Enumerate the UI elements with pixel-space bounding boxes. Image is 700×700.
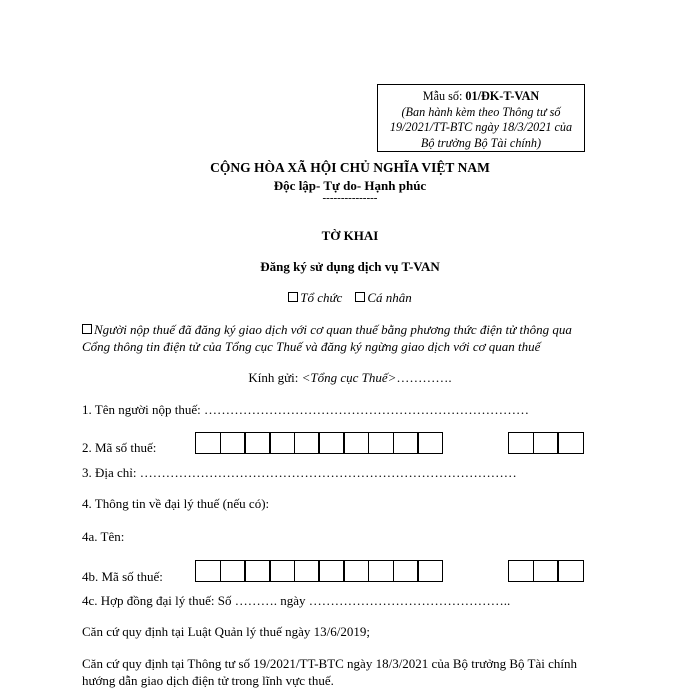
agent-branch-digit-box[interactable] [533,560,559,582]
agent-tax-code-digit-box[interactable] [269,560,295,582]
organization-checkbox[interactable] [288,292,298,302]
legal-basis-1: Căn cứ quy định tại Luật Quản lý thuế ngày 13/6/2019; [82,624,370,639]
agent-tax-code-branch-boxes[interactable] [508,560,582,582]
tax-code-digit-box[interactable] [294,432,320,454]
tax-code-digit-box[interactable] [368,432,394,454]
tax-code-branch-boxes[interactable] [508,432,582,454]
tax-code-digit-box[interactable] [220,432,246,454]
deregistration-checkbox[interactable] [82,324,92,334]
agent-tax-code-digit-box[interactable] [343,560,369,582]
legal-basis-2-line1: Căn cứ quy định tại Thông tư số 19/2021/TT-BTC ngày 18/3/2021 của Bộ trưởng Bộ Tài chính [82,656,578,671]
form-number-label: Mẫu số: [422,89,466,103]
agent-tax-code-digit-box[interactable] [195,560,221,582]
agent-tax-code-digit-box[interactable] [220,560,246,582]
greeting-dots: …………. [396,370,452,385]
tax-code-digit-box[interactable] [318,432,344,454]
tax-code-label: 2. Mã số thuế: [82,440,157,455]
agent-tax-code-boxes[interactable] [195,560,442,582]
agent-tax-code-digit-box[interactable] [318,560,344,582]
agent-tax-code-label: 4b. Mã số thuế: [82,569,163,584]
tax-code-digit-box[interactable] [343,432,369,454]
tax-code-digit-box[interactable] [244,432,270,454]
tax-code-digit-box[interactable] [417,432,443,454]
tax-code-digit-box[interactable] [393,432,419,454]
tax-code-digit-box[interactable] [195,432,221,454]
branch-digit-box[interactable] [508,432,534,454]
legal-basis-2-line2: hướng dẫn giao dịch điện tử trong lĩnh vực thuế. [82,673,334,688]
agent-tax-code-digit-box[interactable] [244,560,270,582]
deregistration-note-text: Người nộp thuế đã đăng ký giao dịch với cơ quan thuế bằng phương thức điện tử thông qua [94,322,572,337]
individual-option[interactable] [355,290,411,305]
deregistration-note-line1 [82,322,572,338]
agent-tax-code-digit-box[interactable] [368,560,394,582]
branch-digit-box[interactable] [557,432,583,454]
greeting-recipient: <Tổng cục Thuế> [301,370,397,385]
tax-code-boxes[interactable] [195,432,442,454]
form-issued-note-3: Bộ trưởng Bộ Tài chính) [420,135,542,150]
agent-tax-code-digit-box[interactable] [417,560,443,582]
motto-separator: --------------- [322,192,378,204]
form-issued-note-1: (Ban hành kèm theo Thông tư số [401,104,561,119]
tax-code-digit-box[interactable] [269,432,295,454]
agent-branch-digit-box[interactable] [508,560,534,582]
address-field[interactable]: 3. Địa chỉ: …………………………………………………………………………… [82,465,517,480]
individual-label: Cá nhân [367,290,412,305]
form-issued-note-2: 19/2021/TT-BTC ngày 18/3/2021 của [389,120,573,134]
agent-contract-field[interactable]: 4c. Hợp đồng đại lý thuế: Số ………. ngày ……………………………………….. [82,593,511,608]
form-number-value: 01/ĐK-T-VAN [465,89,540,103]
agent-tax-code-digit-box[interactable] [294,560,320,582]
branch-digit-box[interactable] [533,432,559,454]
greeting-label: Kính gửi: [248,370,302,385]
taxpayer-name-field[interactable]: 1. Tên người nộp thuế: ………………………………………………………………… [82,402,530,417]
individual-checkbox[interactable] [355,292,365,302]
greeting [0,370,700,386]
organization-label: Tổ chức [300,290,343,305]
agent-branch-digit-box[interactable] [557,560,583,582]
agent-info-heading: 4. Thông tin về đại lý thuế (nếu có): [82,496,270,511]
form-number-box [377,84,585,152]
country-name: CỘNG HÒA XÃ HỘI CHỦ NGHĨA VIỆT NAM [210,160,490,175]
document-subtitle: Đăng ký sử dụng dịch vụ T-VAN [260,259,440,274]
agent-name-field[interactable]: 4a. Tên: [82,529,125,544]
national-motto: Độc lập- Tự do- Hạnh phúc [273,178,427,193]
agent-tax-code-digit-box[interactable] [393,560,419,582]
deregistration-note-line2: Cổng thông tin điện tử của Tổng cục Thuế và đăng ký ngừng giao dịch với cơ quan thuế [82,339,541,354]
organization-option[interactable] [288,290,342,305]
entity-type-options [0,290,700,306]
document-title: TỜ KHAI [321,228,379,243]
